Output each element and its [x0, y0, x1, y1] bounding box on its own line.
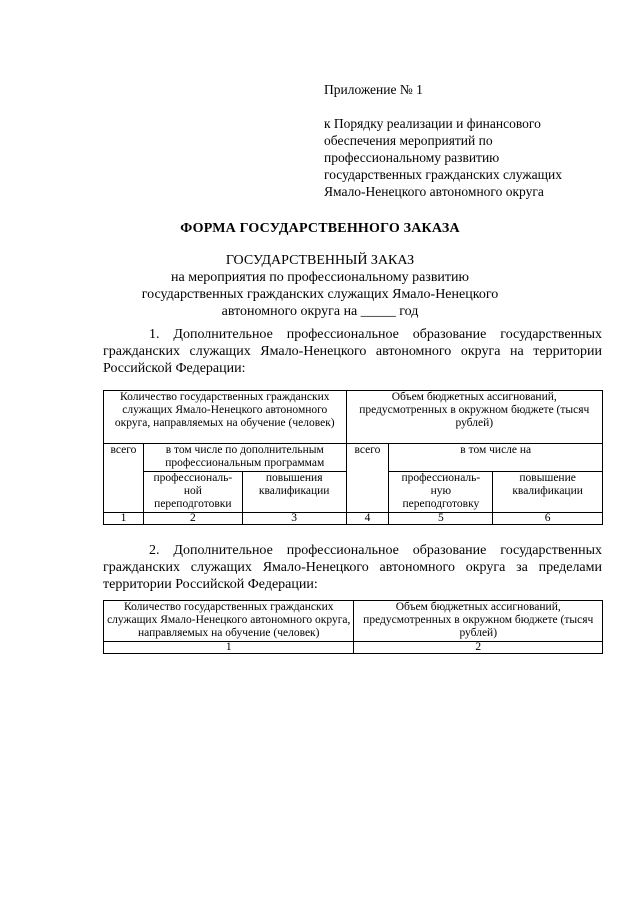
section1-line: гражданских служащих Ямало-Ненецкого автономного округа на территории	[103, 344, 602, 359]
appendix-line: государственных гражданских служащих	[324, 167, 563, 182]
header-budget: Объем бюджетных ассигнований, предусмотренных в окружном бюджете (тысяч рублей)	[354, 601, 603, 642]
column-number: 5	[389, 513, 493, 525]
appendix-reference	[324, 115, 562, 200]
appendix-title: Приложение № 1	[324, 82, 423, 97]
header-count: Количество государственных гражданских служащих Ямало-Ненецкого автономного округа, направляемых на обучение (человек)	[104, 601, 354, 642]
order-heading	[32, 252, 608, 320]
order-heading-line: автономного округа на _____ год	[221, 304, 419, 319]
section1-line: 1. Дополнительное профессиональное образование государственных	[149, 327, 602, 342]
order-heading-title: ГОСУДАРСТВЕННЫЙ ЗАКАЗ	[225, 253, 415, 268]
section2-table	[103, 600, 603, 654]
section2-paragraph	[103, 542, 602, 593]
column-number: 2	[354, 642, 603, 654]
header-including: в том числе на	[389, 444, 603, 472]
appendix-line: к Порядку реализации и финансового	[324, 116, 541, 131]
header-including-programs: в том числе по дополнительным профессиональным программам	[143, 444, 346, 472]
column-number: 4	[346, 513, 389, 525]
column-number: 1	[104, 642, 354, 654]
header-total: всего	[346, 444, 389, 513]
column-number: 6	[493, 513, 603, 525]
appendix-line: профессиональному развитию	[324, 150, 500, 165]
order-heading-line: государственных гражданских служащих Ямало-Ненецкого	[141, 287, 499, 302]
header-total: всего	[104, 444, 144, 513]
column-number: 2	[143, 513, 242, 525]
order-heading-line: на мероприятия по профессиональному развитию	[171, 270, 469, 285]
header-count: Количество государственных гражданских служащих Ямало-Ненецкого автономного округа, направляемых на обучение (человек)	[104, 391, 347, 444]
section2-line: 2. Дополнительное профессиональное образование государственных	[149, 543, 602, 558]
section1-paragraph	[103, 326, 602, 377]
section2-line: гражданских служащих Ямало-Ненецкого автономного округа за пределами	[103, 560, 602, 575]
appendix-line: обеспечения мероприятий по	[324, 133, 493, 148]
header-qualification-budget: повышение квалификации	[493, 472, 603, 513]
section1-table	[103, 390, 603, 525]
header-qualification: повышения квалификации	[242, 472, 346, 513]
form-title: ФОРМА ГОСУДАРСТВЕННОГО ЗАКАЗА	[180, 221, 460, 236]
header-budget: Объем бюджетных ассигнований, предусмотренных в окружном бюджете (тысяч рублей)	[346, 391, 602, 444]
header-retraining-budget: профессиональ-ную переподготовку	[389, 472, 493, 513]
column-number: 3	[242, 513, 346, 525]
section1-line: Российской Федерации:	[103, 361, 246, 376]
column-number: 1	[104, 513, 144, 525]
appendix-line: Ямало-Ненецкого автономного округа	[324, 184, 544, 199]
section2-line: территории Российской Федерации:	[103, 577, 318, 592]
header-retraining: профессиональ-ной переподготовки	[143, 472, 242, 513]
